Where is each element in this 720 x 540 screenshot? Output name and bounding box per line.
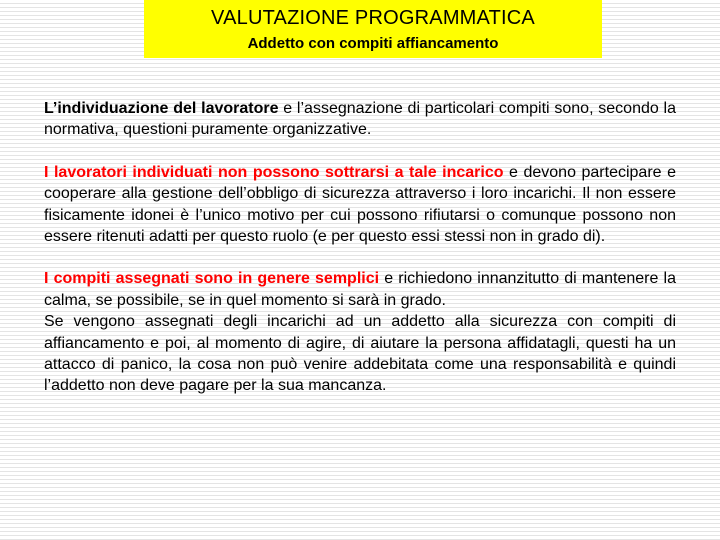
paragraph-lavoratori-text: e devono partecipare e cooperare alla gestione dell’obbligo di sicurezza attraverso i loro incarichi. Il non essere fisicamente idonei è l’unico motivo per cui possono rifiutarsi o comunque possono non essere ritenuti adatti per questo ruolo (e per questo essi stessi non in grado di). <box>44 163 676 246</box>
paragraph-lavoratori <box>44 162 676 248</box>
title-banner <box>144 0 602 58</box>
paragraph-compiti-highlight: I compiti assegnati sono in genere semplici <box>44 270 380 288</box>
paragraph-individuazione-text: e l’assegnazione di particolari compiti sono, secondo la normativa, questioni puramente organizzative. <box>44 100 676 139</box>
page-title: VALUTAZIONE PROGRAMMATICA <box>211 7 535 29</box>
paragraph-individuazione-highlight: L’individuazione del lavoratore <box>44 100 279 117</box>
paragraph-compiti <box>44 268 676 311</box>
paragraph-compiti-text: e richiedono innanzitutto di mantenere la calma, se possibile, se in quel momento si sarà in grado. <box>44 270 676 309</box>
body-text <box>44 98 676 397</box>
paragraph-individuazione <box>44 98 676 141</box>
paragraph-affiancamento: Se vengono assegnati degli incarichi ad un addetto alla sicurezza con compiti di affiancamento e poi, al momento di agire, di aiutare la persona affidatagli, questi ha un attacco di panico, la cosa non può venire addebitata come una responsabilità e quindi l’addetto non deve pagare per la sua mancanza. <box>44 313 676 395</box>
page-subtitle: Addetto con compiti affiancamento <box>247 35 499 52</box>
paragraph-lavoratori-highlight: I lavoratori individuati non possono sottrarsi a tale incarico <box>44 163 504 181</box>
